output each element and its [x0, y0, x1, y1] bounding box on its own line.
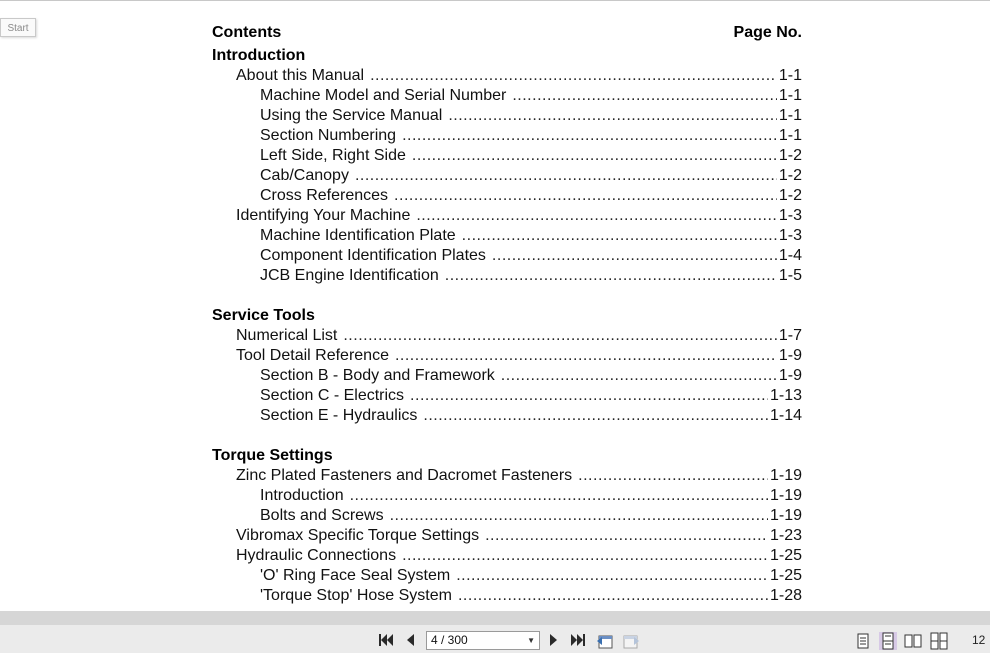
dot-leader [343, 326, 777, 346]
page-indicator: 4 / 300 [431, 633, 468, 647]
toc-entry[interactable] [212, 106, 802, 126]
go-forward-view-icon[interactable] [622, 632, 640, 650]
toc-entry[interactable] [212, 66, 802, 86]
section-heading: Service Tools [212, 307, 315, 324]
toc-entry-page: 1-5 [778, 267, 802, 284]
toc-entry[interactable] [212, 166, 802, 186]
toc-entry-page: 1-2 [778, 167, 802, 184]
dot-leader [394, 186, 777, 206]
top-divider [0, 0, 990, 1]
toc-entry[interactable] [212, 566, 802, 586]
toc-body [212, 46, 802, 606]
section-heading: Introduction [212, 47, 306, 64]
dot-leader [370, 66, 777, 86]
toc-entry-title: JCB Engine Identification [260, 267, 439, 284]
dot-leader [578, 466, 768, 486]
toc-entry-title: Machine Model and Serial Number [260, 87, 507, 104]
single-page-view-button[interactable] [854, 632, 872, 650]
toc-entry[interactable] [212, 126, 802, 146]
toc-entry-page: 1-1 [778, 67, 802, 84]
toc-entry[interactable] [212, 186, 802, 206]
toc-entry-title: Bolts and Screws [260, 507, 384, 524]
toc-entry-page: 1-19 [769, 487, 802, 504]
toc-entry-title: Left Side, Right Side [260, 147, 406, 164]
toc-entry-page: 1-2 [778, 147, 802, 164]
single-page-icon [854, 632, 872, 650]
toc-entry[interactable] [212, 86, 802, 106]
dot-leader [462, 226, 777, 246]
toc-entry-title: Section C - Electrics [260, 387, 405, 404]
toc-entry[interactable] [212, 546, 802, 566]
viewer-toolbar-divider [0, 611, 990, 625]
two-page-view-button[interactable] [904, 632, 922, 650]
two-page-icon [904, 632, 922, 650]
dot-leader [402, 546, 768, 566]
toc-entry[interactable] [212, 506, 802, 526]
toc-entry[interactable] [212, 406, 802, 426]
section-spacer [212, 286, 802, 306]
chevron-down-icon: ▼ [527, 636, 535, 645]
dot-leader [395, 346, 777, 366]
table-of-contents [212, 24, 802, 606]
previous-page-icon[interactable] [404, 633, 416, 647]
toc-entry[interactable] [212, 326, 802, 346]
contents-heading: Contents [212, 24, 282, 41]
dot-leader [350, 486, 768, 506]
toc-entry[interactable] [212, 246, 802, 266]
toc-header [212, 24, 802, 46]
section-spacer [212, 426, 802, 446]
toc-entry-page: 1-1 [778, 127, 802, 144]
toc-entry-title: Hydraulic Connections [236, 547, 397, 564]
toc-entry-title: 'O' Ring Face Seal System [260, 567, 451, 584]
toc-entry-page: 1-4 [778, 247, 802, 264]
toc-entry-title: Introduction [260, 487, 344, 504]
next-page-icon[interactable] [548, 633, 560, 647]
dot-leader [492, 246, 777, 266]
toc-entry[interactable] [212, 386, 802, 406]
dot-leader [423, 406, 768, 426]
toc-entry[interactable] [212, 486, 802, 506]
toc-entry[interactable] [212, 526, 802, 546]
toc-entry[interactable] [212, 266, 802, 286]
dot-leader [410, 386, 768, 406]
toc-entry-page: 1-14 [769, 407, 802, 424]
toc-entry-title: Cab/Canopy [260, 167, 349, 184]
toc-entry-page: 1-25 [769, 547, 802, 564]
toc-entry-page: 1-1 [778, 87, 802, 104]
toc-entry-title: About this Manual [236, 67, 365, 84]
last-page-icon[interactable] [570, 633, 586, 647]
toc-entry[interactable] [212, 366, 802, 386]
toc-entry-title: 'Torque Stop' Hose System [260, 587, 452, 604]
first-page-icon[interactable] [378, 633, 394, 647]
toc-entry-page: 1-7 [778, 327, 802, 344]
toc-entry[interactable] [212, 586, 802, 606]
toc-entry-title: Using the Service Manual [260, 107, 443, 124]
toc-entry-title: Section B - Body and Framework [260, 367, 495, 384]
toc-entry[interactable] [212, 466, 802, 486]
start-button[interactable]: Start [0, 18, 36, 37]
toc-entry-page: 1-3 [778, 207, 802, 224]
two-page-continuous-view-button[interactable] [930, 632, 948, 650]
dot-leader [445, 266, 777, 286]
toc-entry-page: 1-19 [769, 467, 802, 484]
toc-entry-title: Vibromax Specific Torque Settings [236, 527, 480, 544]
dot-leader [458, 586, 768, 606]
toc-entry-title: Tool Detail Reference [236, 347, 389, 364]
toc-entry-page: 1-9 [778, 347, 802, 364]
dot-leader [485, 526, 768, 546]
toc-entry[interactable] [212, 346, 802, 366]
dot-leader [416, 206, 777, 226]
dot-leader [512, 86, 777, 106]
toc-entry-page: 1-25 [769, 567, 802, 584]
continuous-page-icon [879, 632, 897, 650]
toc-entry-title: Section Numbering [260, 127, 397, 144]
toc-entry-page: 1-23 [769, 527, 802, 544]
dot-leader [390, 506, 768, 526]
dot-leader [501, 366, 777, 386]
toc-entry-page: 1-28 [769, 587, 802, 604]
toc-entry[interactable] [212, 146, 802, 166]
dot-leader [402, 126, 777, 146]
dot-leader [456, 566, 768, 586]
toc-entry-title: Zinc Plated Fasteners and Dacromet Fasteners [236, 467, 573, 484]
toc-entry-title: Cross References [260, 187, 389, 204]
zoom-level[interactable]: 12 [972, 633, 986, 647]
toc-entry-page: 1-3 [778, 227, 802, 244]
toc-entry[interactable] [212, 206, 802, 226]
page-no-heading: Page No. [733, 24, 802, 41]
toc-entry-title: Component Identification Plates [260, 247, 486, 264]
dot-leader [448, 106, 777, 126]
toc-entry-title: Section E - Hydraulics [260, 407, 418, 424]
toc-entry[interactable] [212, 226, 802, 246]
section-heading: Torque Settings [212, 447, 333, 464]
go-back-view-icon[interactable] [596, 632, 614, 650]
toc-entry-page: 1-2 [778, 187, 802, 204]
continuous-view-button[interactable] [879, 632, 897, 650]
toc-entry-page: 1-13 [769, 387, 802, 404]
dot-leader [355, 166, 777, 186]
two-page-continuous-icon [930, 632, 948, 650]
toc-entry-title: Numerical List [236, 327, 338, 344]
page-number-select[interactable] [426, 631, 540, 650]
toc-entry-title: Machine Identification Plate [260, 227, 456, 244]
toc-entry-page: 1-19 [769, 507, 802, 524]
dot-leader [412, 146, 777, 166]
toc-entry-page: 1-9 [778, 367, 802, 384]
toc-entry-title: Identifying Your Machine [236, 207, 411, 224]
toc-entry-page: 1-1 [778, 107, 802, 124]
